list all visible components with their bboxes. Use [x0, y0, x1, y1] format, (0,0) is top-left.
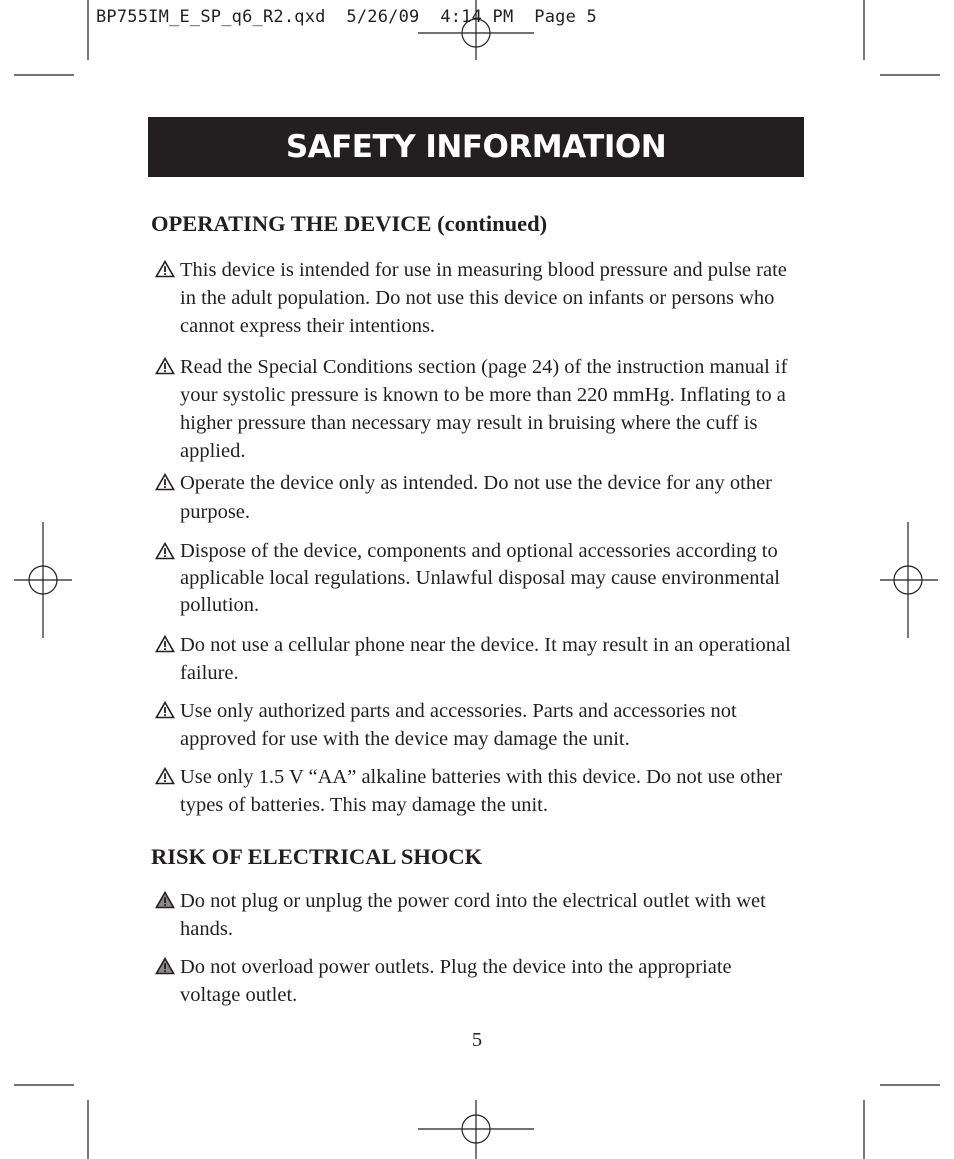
- warning-triangle-outline-icon: [155, 357, 175, 375]
- warning-item: [155, 763, 805, 819]
- warning-text: Use only authorized parts and accessories. Parts and accessories not approved for use with the device may damage the unit.: [180, 700, 737, 750]
- warning-item: [155, 353, 805, 465]
- warning-text: Read the Special Conditions section (page 24) of the instruction manual if your systolic pressure is known to be more than 220 mmHg. Inflating to a higher pressure than necessary may result in bruising where the cuff is applied.: [180, 356, 788, 462]
- warning-item: [155, 469, 805, 527]
- warning-item: [155, 538, 805, 619]
- print-slug-line: BP755IM_E_SP_q6_R2.qxd 5/26/09 4:14 PM Page 5: [96, 7, 597, 27]
- warning-text: This device is intended for use in measuring blood pressure and pulse rate in the adult population. Do not use this device on infants or persons who cannot express their intentions.: [180, 259, 787, 337]
- warning-triangle-filled-icon: [155, 957, 175, 975]
- warning-text: Dispose of the device, components and optional accessories according to applicable local regulations. Unlawful disposal may cause environmental pollution.: [180, 540, 781, 616]
- warning-item: [155, 887, 805, 943]
- warning-text: Do not overload power outlets. Plug the device into the appropriate voltage outlet.: [180, 956, 732, 1006]
- section-heading-electrical-shock: RISK OF ELECTRICAL SHOCK: [151, 844, 483, 869]
- warning-text: Use only 1.5 V “AA” alkaline batteries with this device. Do not use other types of batteries. This may damage the unit.: [180, 766, 783, 816]
- warning-triangle-outline-icon: [155, 542, 175, 560]
- warning-triangle-outline-icon: [155, 701, 175, 719]
- warning-item: [155, 631, 805, 687]
- warning-text: Do not plug or unplug the power cord into the electrical outlet with wet hands.: [180, 890, 766, 940]
- warning-item: [155, 697, 805, 753]
- warning-triangle-outline-icon: [155, 767, 175, 785]
- warning-triangle-outline-icon: [155, 473, 175, 491]
- warning-text: Do not use a cellular phone near the device. It may result in an operational failure.: [180, 634, 791, 684]
- warning-triangle-outline-icon: [155, 260, 175, 278]
- warning-triangle-outline-icon: [155, 635, 175, 653]
- warning-item: [155, 953, 805, 1009]
- warning-triangle-filled-icon: [155, 891, 175, 909]
- banner-title: SAFETY INFORMATION: [285, 129, 667, 165]
- page-number: 5: [471, 1029, 483, 1051]
- section-heading-operating: OPERATING THE DEVICE (continued): [151, 211, 548, 236]
- warning-text: Operate the device only as intended. Do not use the device for any other purpose.: [180, 472, 773, 523]
- section-banner: [148, 117, 804, 177]
- warning-item: [155, 256, 805, 340]
